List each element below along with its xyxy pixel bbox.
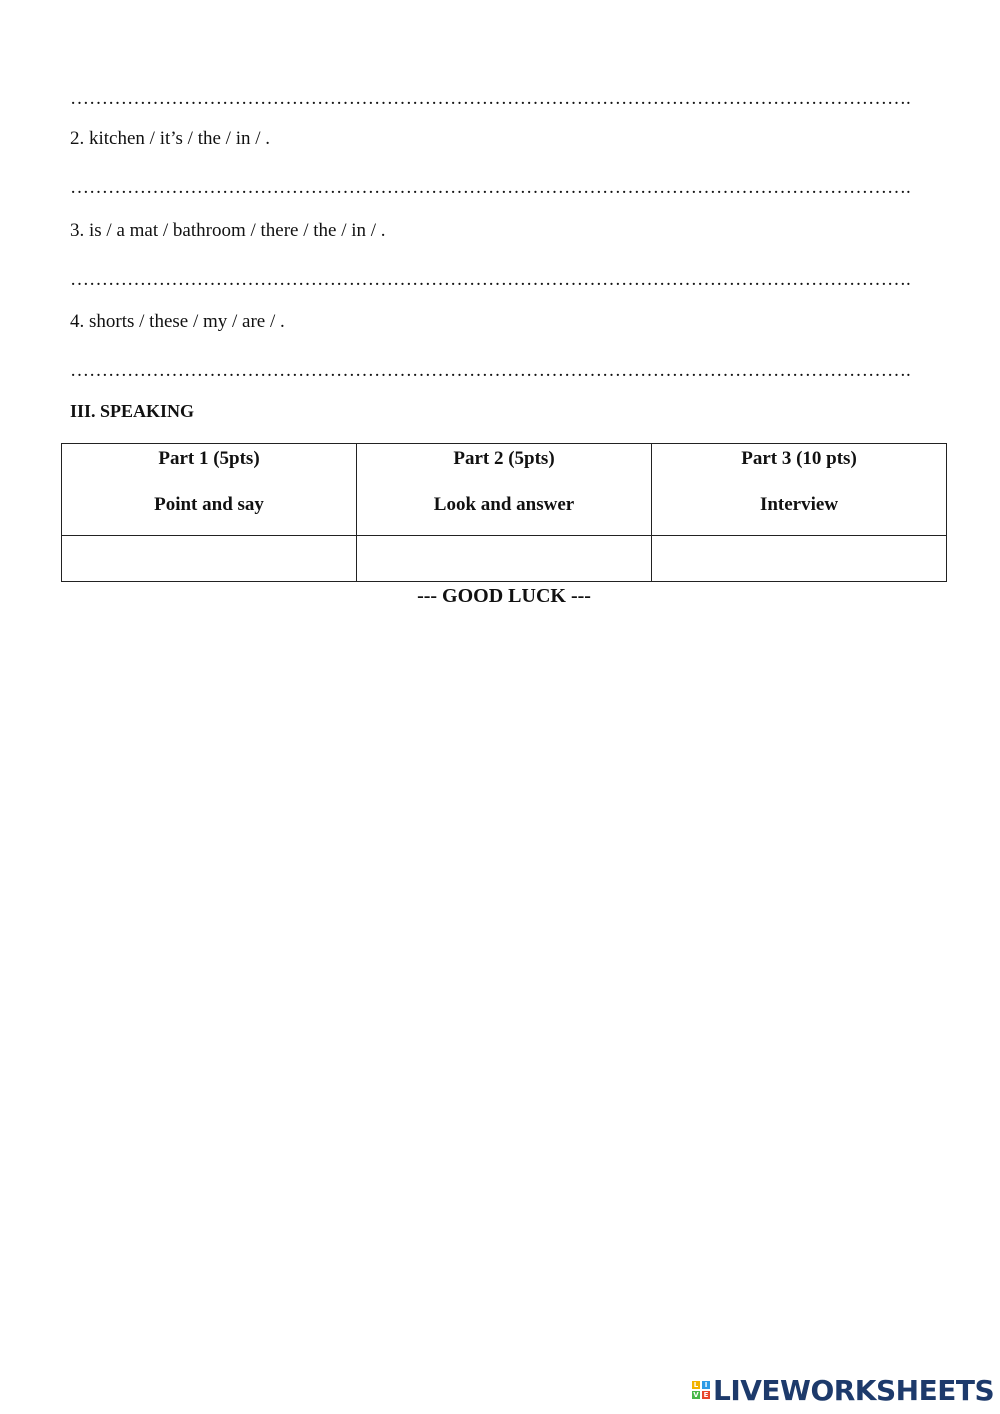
speaking-heading: III. SPEAKING	[70, 401, 195, 421]
logo-text: LIVEWORKSHEETS	[713, 1373, 995, 1407]
question-3: 3. is / a mat / bathroom / there / the / in / .	[70, 220, 386, 241]
liveworksheets-logo	[692, 1375, 994, 1405]
question-2: 2. kitchen / it’s / the / in / .	[70, 128, 271, 149]
logo-mark-i: I	[702, 1381, 710, 1389]
logo-mark-e: E	[703, 1391, 709, 1399]
answer-line[interactable]: …………………………………………………………………………………………………………………….	[70, 360, 911, 381]
part-2-title: Part 2 (5pts)	[453, 448, 555, 469]
speaking-score-table	[61, 443, 947, 582]
answer-line[interactable]: …………………………………………………………………………………………………………………….	[70, 88, 911, 109]
answer-line[interactable]: …………………………………………………………………………………………………………………….	[70, 269, 911, 290]
logo-mark-icon	[692, 1381, 710, 1399]
logo-mark-l: L	[693, 1381, 699, 1389]
part-1-task: Point and say	[154, 494, 264, 515]
answer-line[interactable]: …………………………………………………………………………………………………………………….	[70, 177, 911, 198]
part-2-cell	[357, 444, 652, 536]
part-1-cell	[62, 444, 357, 536]
logo-mark-v: V	[693, 1391, 699, 1399]
part-1-score-cell[interactable]	[62, 536, 357, 582]
part-2-score-cell[interactable]	[357, 536, 652, 582]
part-3-cell	[652, 444, 947, 536]
part-3-score-cell[interactable]	[652, 536, 947, 582]
part-3-title: Part 3 (10 pts)	[741, 448, 857, 469]
part-3-task: Interview	[759, 494, 839, 515]
closing-text: --- GOOD LUCK ---	[417, 585, 591, 607]
question-4: 4. shorts / these / my / are / .	[70, 311, 285, 332]
score-row	[62, 536, 947, 582]
part-2-task: Look and answer	[433, 494, 575, 515]
part-1-title: Part 1 (5pts)	[158, 448, 260, 469]
table-header-row	[62, 444, 947, 536]
